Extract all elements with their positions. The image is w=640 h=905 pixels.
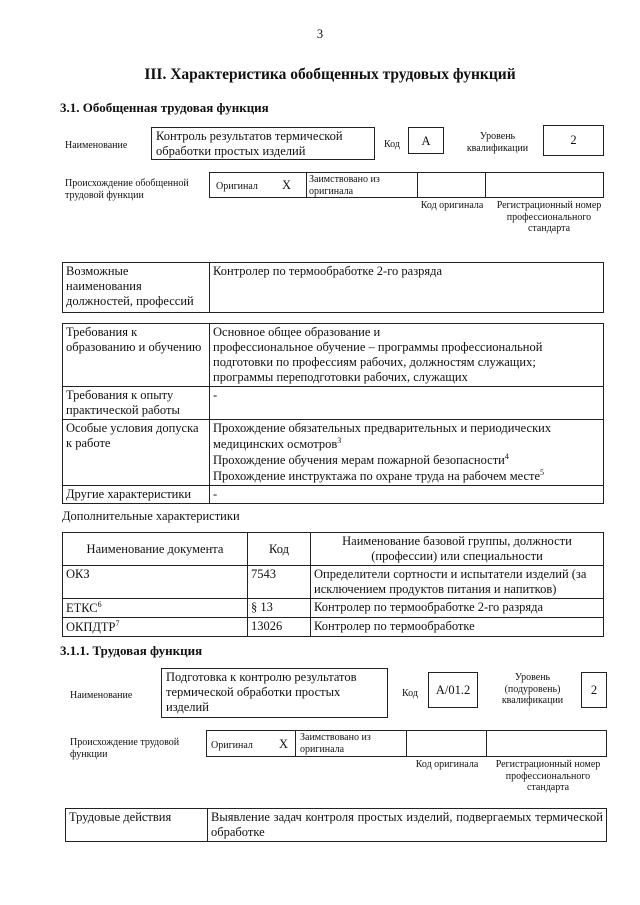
table-row: [63, 599, 604, 618]
requirement-value: -: [210, 486, 604, 504]
footnote-mark: 4: [504, 452, 509, 462]
gtf-positions-label: Возможные наименования должностей, профессий: [63, 263, 210, 313]
gtf-name-value: Контроль результатов термической обработки простых изделий: [151, 127, 375, 160]
tf-heading: 3.1.1. Трудовая функция: [60, 643, 203, 658]
additional-table: [62, 532, 604, 637]
code-cell: 13026: [248, 618, 311, 637]
tf-level-label: Уровень (подуровень) квалификации: [501, 672, 564, 706]
additional-heading: Дополнительные характеристики: [62, 509, 240, 523]
tf-actions-label: Трудовые действия: [66, 809, 208, 842]
gtf-requirements-table: [62, 323, 604, 504]
requirement-row: [63, 420, 604, 486]
tf-original-mark: Х: [279, 737, 289, 751]
table-row: [63, 618, 604, 637]
requirement-value: -: [210, 387, 604, 420]
gtf-name-label: Наименование: [65, 140, 128, 151]
tf-origin-table: [206, 730, 607, 757]
page-number: 3: [316, 27, 324, 41]
additional-header-row: [63, 533, 604, 566]
gtf-heading: 3.1. Обобщенная трудовая функция: [60, 100, 269, 115]
requirement-value: [210, 324, 604, 387]
requirement-line: подготовки по профессиям рабочих, должностям служащих;: [213, 355, 536, 369]
footnote-mark: 3: [337, 436, 342, 445]
gtf-origin-label: Происхождение обобщенной трудовой функции: [65, 178, 189, 201]
requirement-line: Прохождение обязательных предварительных и периодических: [213, 421, 552, 435]
name-cell: Определители сортности и испытатели изделий (за исключением продуктов питания и напитков): [311, 566, 604, 599]
gtf-reg-number-label: Регистрационный номер профессионального стандарта: [496, 200, 602, 234]
requirement-label: Особые условия допуска к работе: [63, 420, 210, 486]
doc-cell: ЕТКС$^6$: [63, 599, 248, 618]
tf-actions-value: Выявление задач контроля простых изделий, подвергаемых термической обработке: [208, 809, 607, 842]
doc-cell: ОКПДТР$^7$: [63, 618, 248, 637]
gtf-borrowed-label: Заимствовано из оригинала: [309, 174, 380, 197]
requirement-row: [63, 324, 604, 387]
doc-cell: ОКЗ: [63, 566, 248, 599]
col-doc-header: Наименование документа: [63, 533, 248, 566]
code-cell: § 13: [248, 599, 311, 618]
requirement-row: [63, 486, 604, 504]
gtf-original-label: Оригинал: [216, 181, 258, 192]
gtf-code-value: А: [408, 127, 444, 154]
gtf-code-original-label: Код оригинала: [420, 200, 484, 211]
col-code-header: Код: [248, 533, 311, 566]
gtf-original-mark: Х: [282, 178, 292, 192]
requirement-line: Прохождение инструктажа по охране труда на рабочем месте$^5$: [213, 468, 545, 484]
tf-origin-label: Происхождение трудовой функции: [70, 737, 180, 760]
tf-level-value: 2: [581, 672, 607, 708]
section-title: III. Характеристика обобщенных трудовых функций: [144, 66, 516, 83]
gtf-positions-value: Контролер по термообработке 2-го разряда: [210, 263, 604, 313]
tf-original-label: Оригинал: [211, 740, 253, 751]
col-name-header: Наименование базовой группы, должности (профессии) или специальности: [311, 533, 604, 566]
gtf-code-label: Код: [384, 139, 400, 150]
tf-code-value: А/01.2: [428, 672, 478, 708]
requirement-line: профессиональное обучение – программы профессиональной: [213, 340, 543, 354]
tf-code-original-label: Код оригинала: [415, 759, 479, 770]
requirement-label: Требования к опыту практической работы: [63, 387, 210, 420]
gtf-level-value: 2: [543, 125, 604, 156]
requirement-line: медицинских осмотров$^3$: [213, 436, 342, 452]
requirement-line: Основное общее образование и: [213, 325, 381, 339]
requirement-label: Требования к образованию и обучению: [63, 324, 210, 387]
tf-code-label: Код: [402, 688, 418, 699]
footnote-mark: 5: [540, 468, 545, 478]
name-cell: Контролер по термообработке: [311, 618, 604, 637]
tf-name-value: Подготовка к контролю результатов термической обработки простых изделий: [161, 668, 388, 718]
tf-name-label: Наименование: [70, 690, 133, 701]
requirement-row: [63, 387, 604, 420]
tf-actions-table: [65, 808, 607, 842]
gtf-level-label: Уровень квалификации: [466, 131, 529, 154]
table-row: [66, 809, 607, 842]
table-row: [63, 566, 604, 599]
requirement-line: Прохождение обучения мерам пожарной безопасности$^4$: [213, 452, 509, 468]
requirement-value: [210, 420, 604, 486]
requirement-label: Другие характеристики: [63, 486, 210, 504]
name-cell: Контролер по термообработке 2-го разряда: [311, 599, 604, 618]
requirement-line: программы переподготовки рабочих, служащих: [213, 370, 468, 384]
gtf-positions-table: [62, 262, 604, 313]
tf-reg-number-label: Регистрационный номер профессионального стандарта: [495, 759, 601, 793]
tf-borrowed-label: Заимствовано из оригинала: [300, 732, 371, 755]
code-cell: 7543: [248, 566, 311, 599]
